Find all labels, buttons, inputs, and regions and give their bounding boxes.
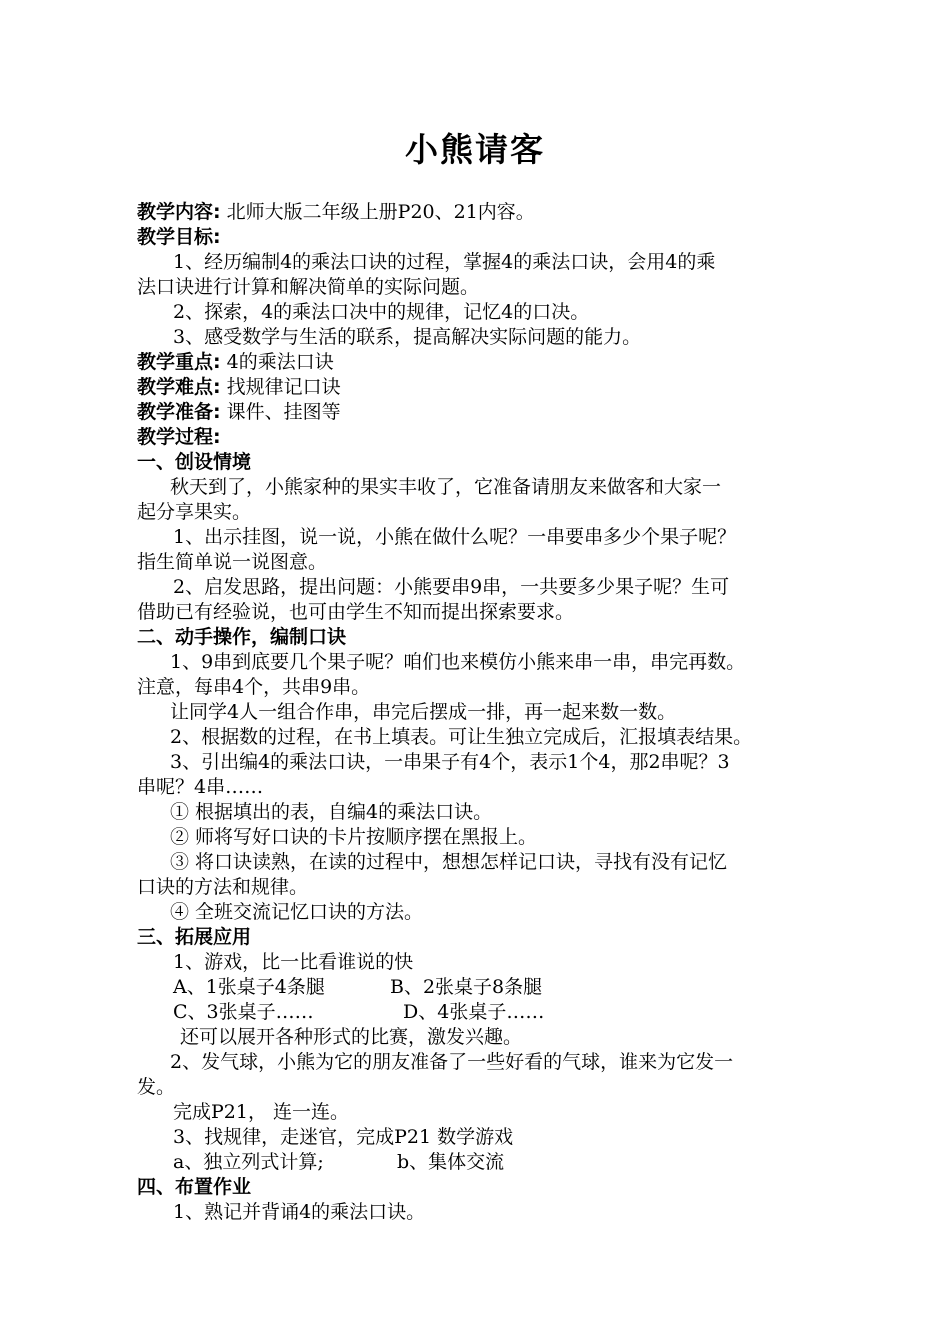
section-1-heading: 一、创设情境: [137, 451, 252, 473]
difficulty-line: [137, 375, 827, 400]
preparation-line: [137, 400, 827, 425]
section-3-para-5: 3、找规律，走迷官，完成P21 数学游戏: [173, 1126, 514, 1148]
section-3-para-2: 还可以展开各种形式的比赛，激发兴趣。: [180, 1026, 523, 1048]
section-2-para-1-line-1: 1、9串到底要几个果子呢？咱们也来模仿小熊来串一串，串完再数。: [170, 651, 746, 673]
key-point-label: 教学重点:: [137, 351, 221, 373]
section-2-step-3-line-1: ③ 将口诀读熟，在读的过程中，想想怎样记口诀，寻找有没有记忆: [170, 851, 728, 873]
section-3-para-6a: a、独立列式计算;: [173, 1151, 324, 1173]
difficulty-text: 找规律记口诀: [226, 376, 341, 398]
section-3-para-3-line-1: 2、发气球，小熊为它的朋友准备了一些好看的气球，谁来为它发一: [170, 1051, 734, 1073]
teaching-content-text: 北师大版二年级上册P20、21内容。: [226, 201, 535, 223]
teaching-content-line: [137, 200, 827, 225]
section-4-para-1: 1、熟记并背诵4的乘法口诀。: [173, 1201, 426, 1223]
section-1-para-1-line-2: 起分享果实。: [137, 501, 252, 523]
section-2-para-1-line-2: 注意，每串4个，共串9串。: [137, 676, 371, 698]
section-1-para-3-line-1: 2、启发思路，提出问题：小熊要串9串，一共要多少果子呢？生可: [173, 576, 730, 598]
section-3-para-6b: b、集体交流: [397, 1151, 505, 1173]
section-2-step-4: ④ 全班交流记忆口诀的方法。: [170, 901, 424, 923]
preparation-text: 课件、挂图等: [226, 401, 341, 423]
teaching-process-label: 教学过程:: [137, 426, 221, 448]
section-1-para-1-line-1: 秋天到了，小熊家种的果实丰收了，它准备请朋友来做客和大家一: [170, 476, 722, 498]
teaching-goals-label: 教学目标:: [137, 226, 221, 248]
section-3-para-4: 完成P21， 连一连。: [173, 1101, 350, 1123]
section-1-para-3-line-2: 借助已有经验说，也可由学生不知而提出探索要求。: [137, 601, 575, 623]
section-4-heading: 四、布置作业: [137, 1176, 252, 1198]
section-3-option-c: C、3张桌子……: [173, 1001, 314, 1023]
section-3-option-d: D、4张桌子……: [403, 1001, 545, 1023]
preparation-label: 教学准备:: [137, 401, 221, 423]
teaching-content-label: 教学内容:: [137, 201, 221, 223]
section-2-heading: 二、动手操作，编制口诀: [137, 626, 347, 648]
section-1-para-2-line-1: 1、出示挂图，说一说，小熊在做什么呢？一串要串多少个果子呢？: [173, 526, 737, 548]
section-2-para-2: 让同学4人一组合作串，串完后摆成一排，再一起来数一数。: [170, 701, 677, 723]
section-2-para-4-line-2: 串呢？4串……: [137, 776, 264, 798]
difficulty-label: 教学难点:: [137, 376, 221, 398]
key-point-text: 4的乘法口诀: [226, 351, 334, 373]
section-3-option-b: B、2张桌子8条腿: [390, 976, 543, 998]
goal-3: 3、感受数学与生活的联系，提高解决实际问题的能力。: [173, 326, 642, 348]
section-3-heading: 三、拓展应用: [137, 926, 252, 948]
key-point-line: [137, 350, 827, 375]
section-2-step-3-line-2: 口诀的方法和规律。: [137, 876, 309, 898]
goal-1-line-1: 1、经历编制4的乘法口诀的过程，掌握4的乘法口诀，会用4的乘: [173, 251, 716, 273]
section-2-step-2: ② 师将写好口诀的卡片按顺序摆在黑报上。: [170, 826, 538, 848]
page-title: 小熊请客: [405, 130, 545, 169]
goal-2: 2、探索，4的乘法口决中的规律，记忆4的口决。: [173, 301, 590, 323]
section-2-para-4-line-1: 3、引出编4的乘法口诀，一串果子有4个，表示1个4，那2串呢？3: [170, 751, 730, 773]
section-2-step-1: ① 根据填出的表，自编4的乘法口诀。: [170, 801, 493, 823]
section-1-para-2-line-2: 指生简单说一说图意。: [137, 551, 328, 573]
section-2-para-3: 2、根据数的过程，在书上填表。可让生独立完成后，汇报填表结果。: [170, 726, 753, 748]
section-3-option-a: A、1张桌子4条腿: [173, 976, 325, 998]
section-3-para-3-line-2: 发。: [137, 1076, 176, 1098]
section-3-para-1: 1、游戏，比一比看谁说的快: [173, 951, 414, 973]
goal-1-line-2: 法口诀进行计算和解决简单的实际问题。: [137, 276, 480, 298]
